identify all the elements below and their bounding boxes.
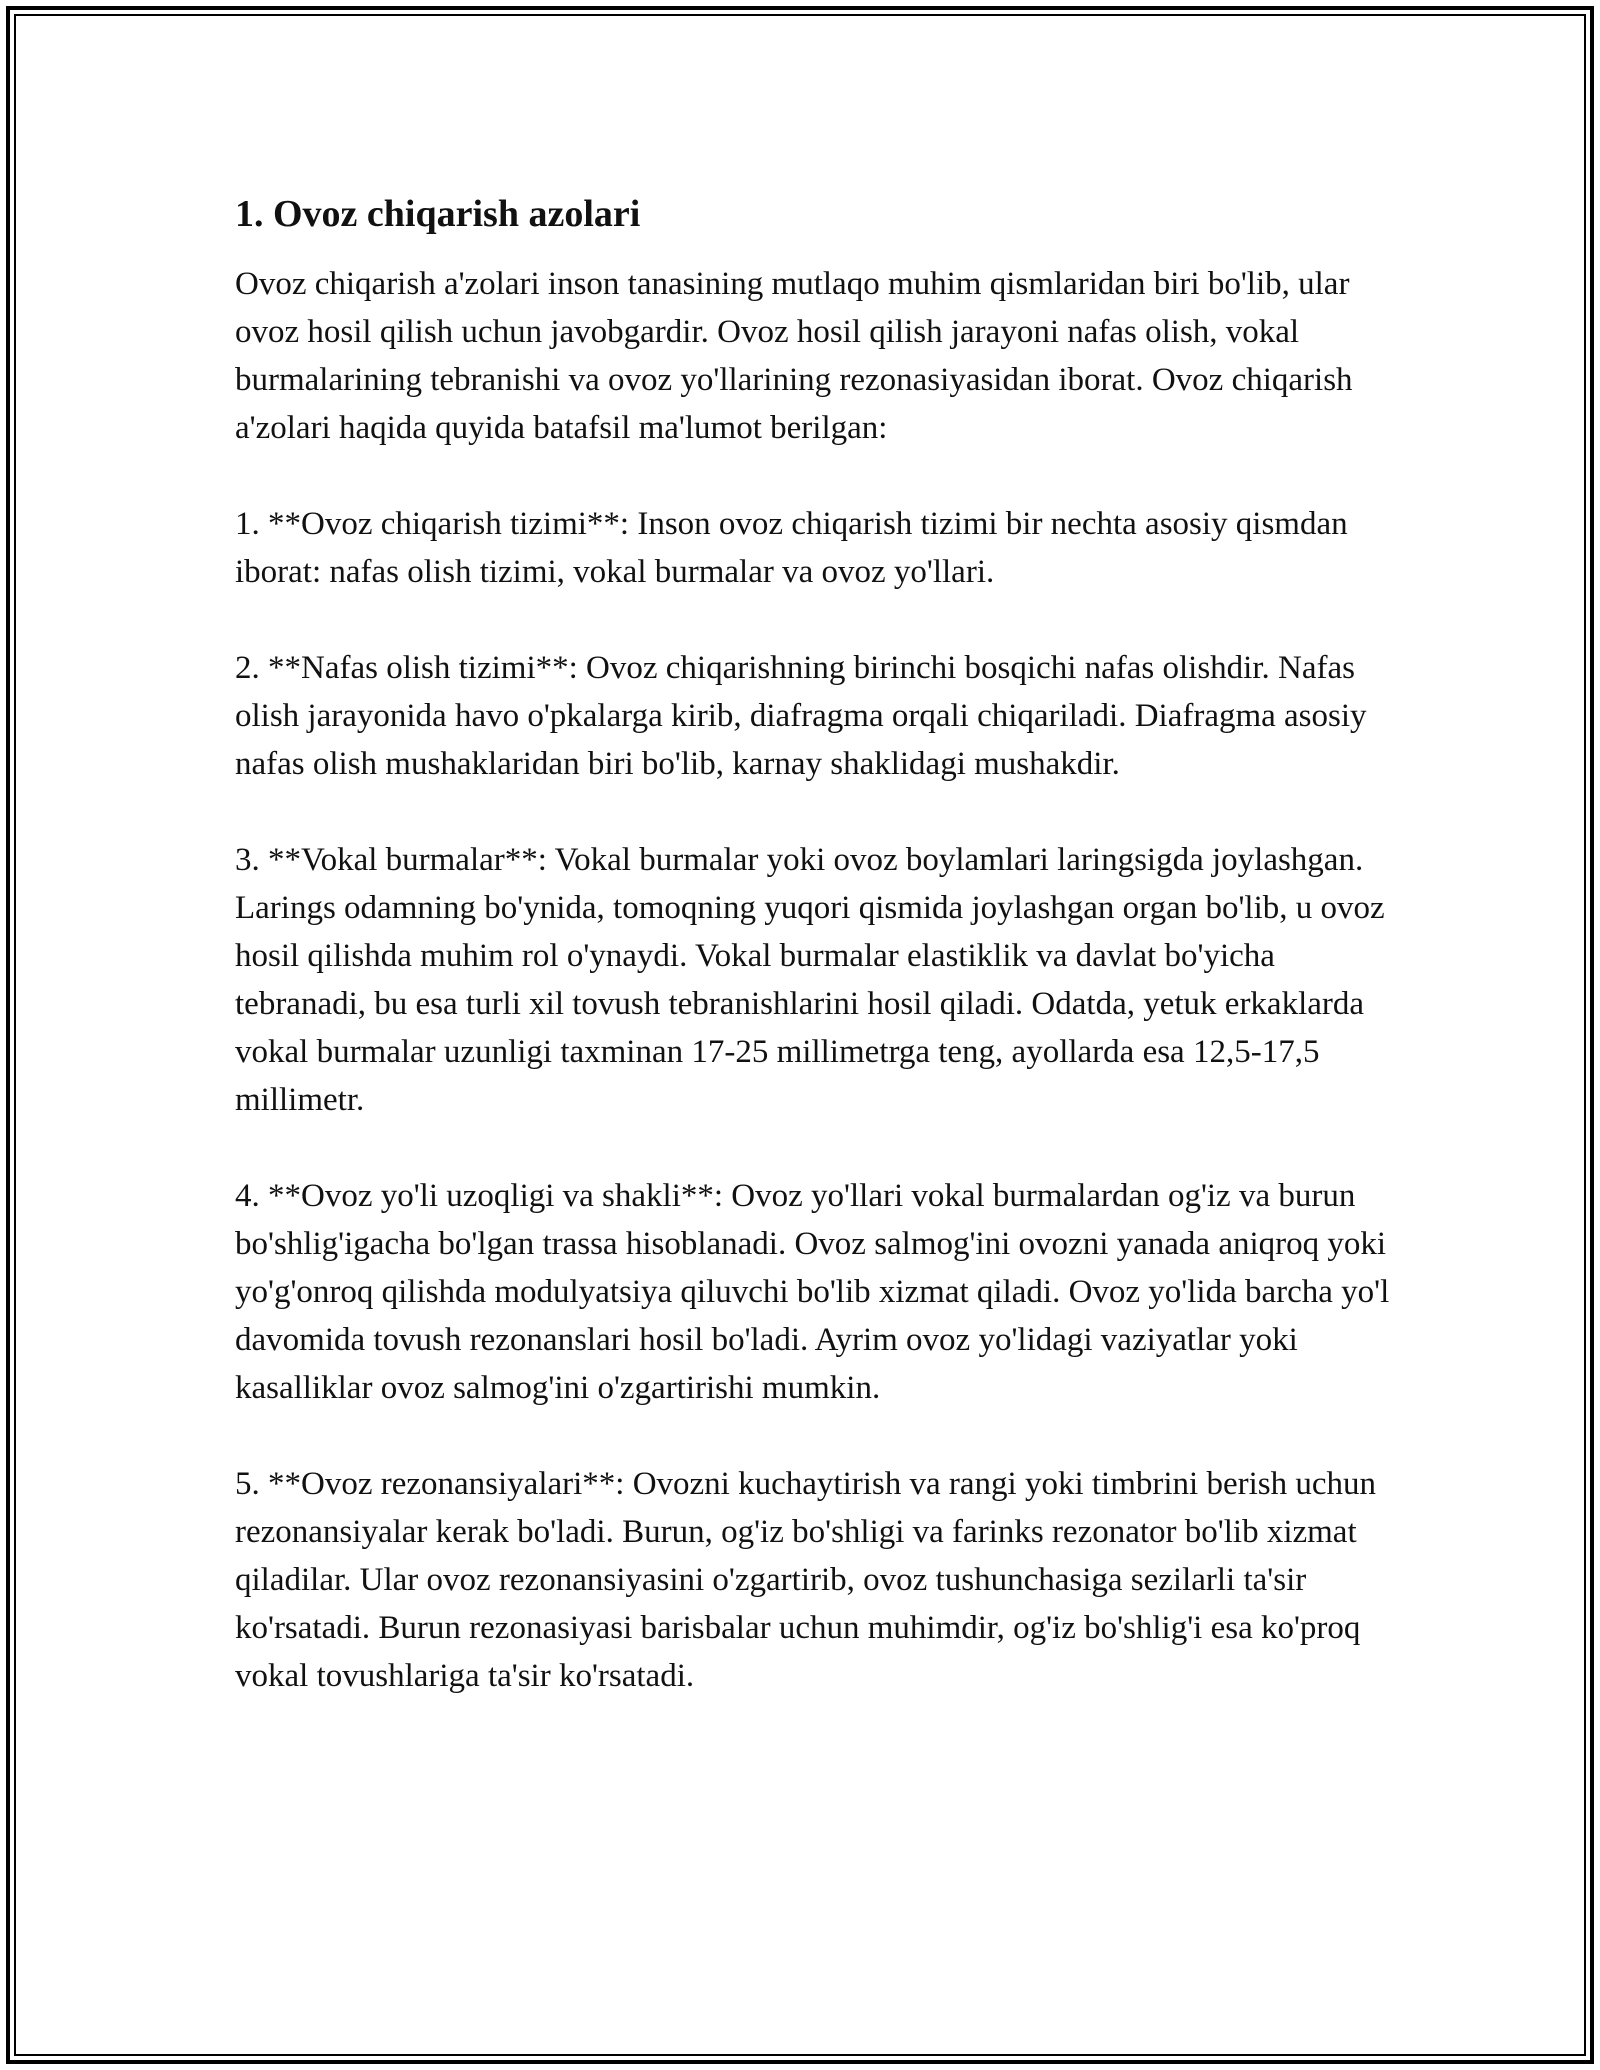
paragraph-item-1: 1. **Ovoz chiqarish tizimi**: Inson ovoz chiqarish tizimi bir nechta asosiy qismdan iborat: nafas olish tizimi, vokal burmalar va ovoz yo'llari. xyxy=(235,506,1348,590)
paragraph-item-5: 5. **Ovoz rezonansiyalari**: Ovozni kuchaytirish va rangi yoki timbrini berish uchun rezonansiyalar kerak bo'ladi. Burun, og'iz bo'shligi va farinks rezonator bo'lib xizmat qiladilar. Ular ovoz rezonansiyasini o'zgartirib, ovoz tushunchasiga sezilarli ta'sir ko'rsatadi. Burun rezonasiyasi barisbalar uchun muhimdir, og'iz bo'shlig'i esa ko'proq vokal tovushlariga ta'sir ko'rsatadi. xyxy=(235,1466,1376,1694)
paragraph-item-2: 2. **Nafas olish tizimi**: Ovoz chiqarishning birinchi bosqichi nafas olishdir. Nafas olish jarayonida havo o'pkalarga kirib, diafragma orqali chiqariladi. Diafragma asosiy nafas olish mushaklaridan biri bo'lib, karnay shaklidagi mushakdir. xyxy=(235,650,1367,782)
document-title: 1. Ovoz chiqarish azolari xyxy=(235,193,641,235)
paragraph-item-4: 4. **Ovoz yo'li uzoqligi va shakli**: Ovoz yo'llari vokal burmalardan og'iz va burun bo'shlig'igacha bo'lgan trassa hisoblanadi. Ovoz salmog'ini ovozni yanada aniqroq yoki yo'g'onroq qilishda modulyatsiya qiluvchi bo'lib xizmat qiladi. Ovoz yo'lida barcha yo'l davomida tovush rezonanslari hosil bo'ladi. Ayrim ovoz yo'lidagi vaziyatlar yoki kasalliklar ovoz salmog'ini o'zgartirishi mumkin. xyxy=(235,1178,1390,1406)
paragraph-intro: Ovoz chiqarish a'zolari inson tanasining mutlaqo muhim qismlaridan biri bo'lib, ular ovoz hosil qilish uchun javobgardir. Ovoz hosil qilish jarayoni nafas olish, vokal burmalarining tebranishi va ovoz yo'llarining rezonasiyasidan iborat. Ovoz chiqarish a'zolari haqida quyida batafsil ma'lumot berilgan: xyxy=(235,266,1353,446)
paragraph-item-3: 3. **Vokal burmalar**: Vokal burmalar yoki ovoz boylamlari laringsigda joylashgan. Larings odamning bo'ynida, tomoqning yuqori qismida joylashgan organ bo'lib, u ovoz hosil qilishda muhim rol o'ynaydi. Vokal burmalar elastiklik va davlat bo'yicha tebranadi, bu esa turli xil tovush tebranishlarini hosil qiladi. Odatda, yetuk erkaklarda vokal burmalar uzunligi taxminan 17-25 millimetrga teng, ayollarda esa 12,5-17,5 millimetr. xyxy=(235,842,1385,1118)
document-body xyxy=(235,190,1395,1700)
